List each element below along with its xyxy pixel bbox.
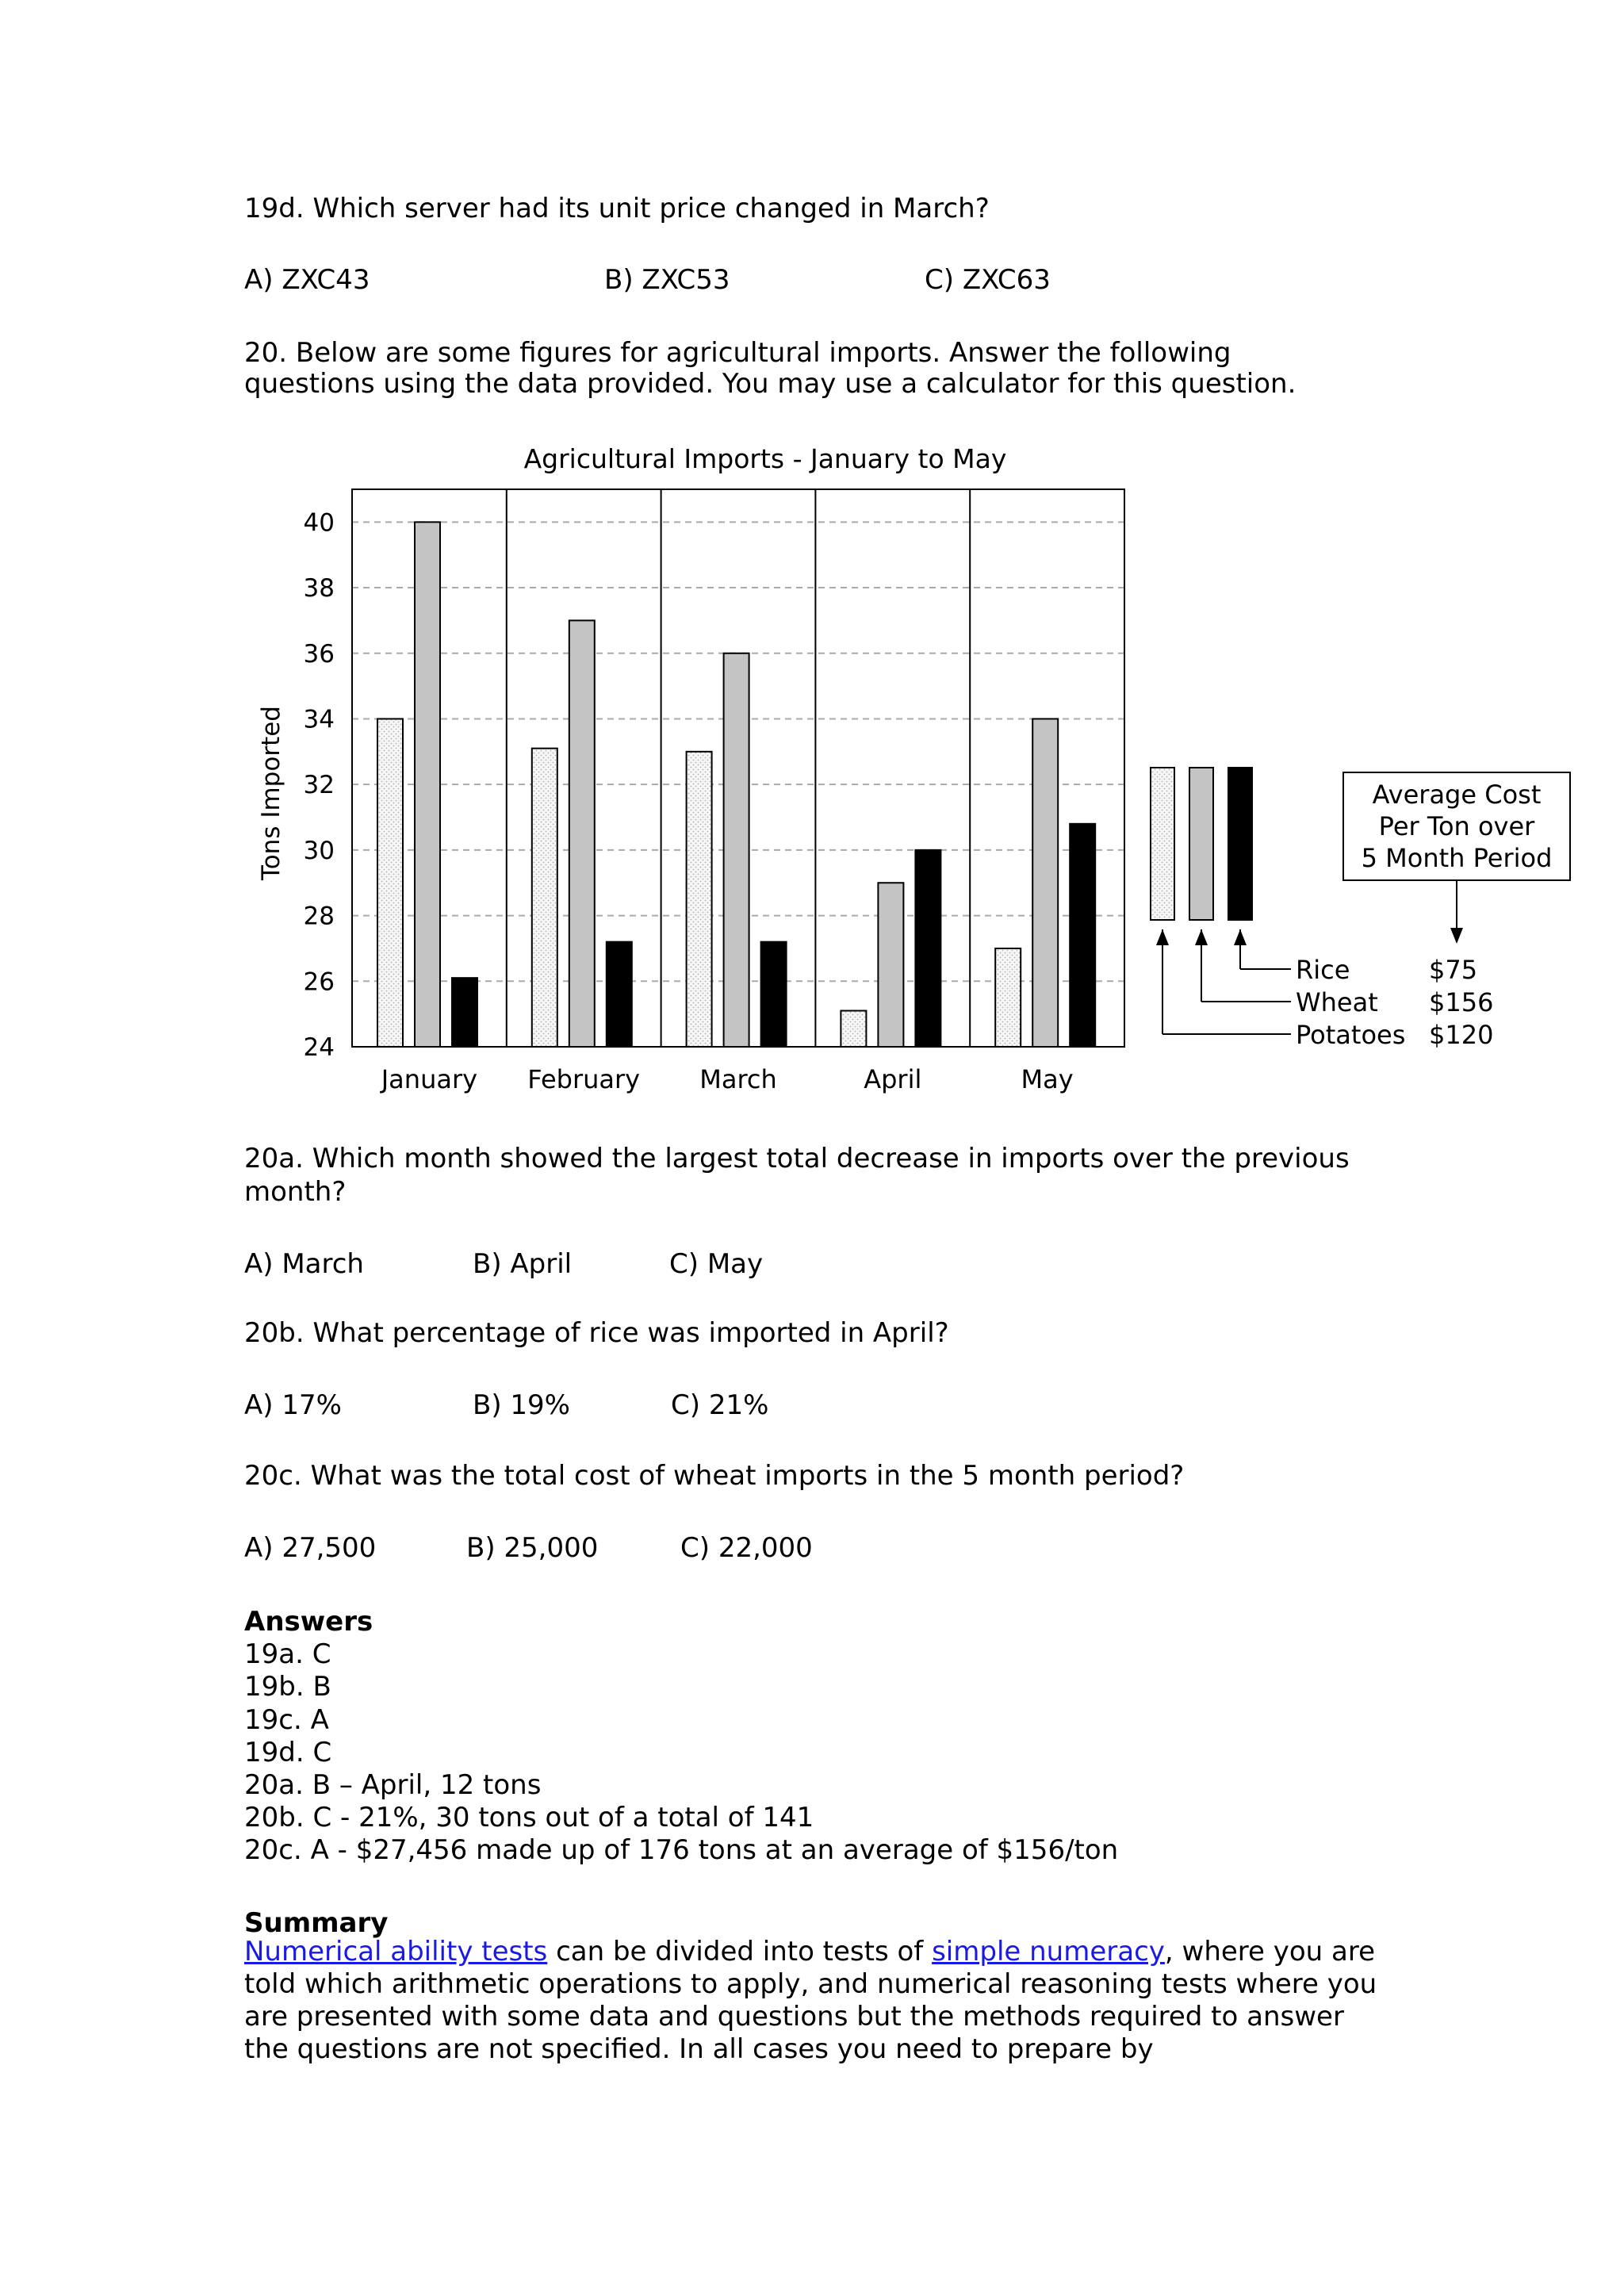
legend-swatch-rice [1228,768,1252,920]
simple-numeracy-link[interactable]: simple numeracy [932,1936,1165,1967]
bar-potatoes-february [532,749,557,1047]
x-tick-label: April [864,1064,922,1094]
summary-text-2: , where you are told which arithmetic operations to apply, and numerical reasoning tests where you are presented with some data and questions but the methods required to answer the questions are not specified. In all cases you need to prepare by [244,1936,1377,2065]
bar-potatoes-may [995,948,1021,1047]
cost-box-arrow [1450,928,1463,944]
option-19d-c: C) ZXC63 [925,264,1051,296]
bar-wheat-may [1032,718,1058,1047]
y-tick-label: 34 [303,705,335,734]
answer-line: 19d. C [244,1737,332,1768]
cost-box-line3: 5 Month Period [1361,843,1553,873]
option-19d-a: A) ZXC43 [244,264,370,296]
bar-rice-february [607,942,632,1047]
x-tick-label: May [1021,1064,1074,1094]
bar-rice-april [915,850,940,1047]
option-20c-c: C) 22,000 [680,1532,813,1564]
legend-arrow-potatoes [1156,929,1169,945]
question-20a-line1: 20a. Which month showed the largest total decrease in imports over the previous [244,1143,1350,1174]
option-20b-b: B) 19% [473,1389,570,1421]
bar-wheat-april [878,883,903,1047]
cost-box-line2: Per Ton over [1378,811,1535,841]
bar-rice-january [452,978,477,1047]
bar-potatoes-march [687,752,712,1047]
legend-label-rice: Rice [1296,955,1350,985]
legend-cost-potatoes: $120 [1429,1020,1494,1050]
y-tick-label: 24 [303,1033,335,1062]
y-tick-label: 30 [303,836,335,865]
bar-rice-may [1070,824,1095,1047]
option-20b-c: C) 21% [671,1389,769,1421]
chart-legend [1151,768,1570,1050]
option-20a-c: C) May [669,1248,764,1280]
y-tick-label: 40 [303,508,335,538]
option-20b-a: A) 17% [244,1389,342,1421]
question-20-intro-line2: questions using the data provided. You may use a calculator for this question. [244,368,1297,400]
summary-paragraph [244,1936,1394,2066]
option-20a-a: A) March [244,1248,364,1280]
answer-line: 20c. A - $27,456 made up of 176 tons at an average of $156/ton [244,1834,1119,1866]
legend-cost-rice: $75 [1429,955,1478,985]
y-tick-label: 32 [303,771,335,800]
legend-arrow-rice [1234,929,1247,945]
option-19d-b: B) ZXC53 [604,264,730,296]
x-tick-label: January [381,1064,478,1094]
summary-text-1: can be divided into tests of [547,1936,933,1967]
option-20a-b: B) April [473,1248,573,1280]
legend-arrow-wheat [1195,929,1208,945]
option-20c-b: B) 25,000 [466,1532,599,1564]
answer-line: 20b. C - 21%, 30 tons out of a total of 141 [244,1802,814,1833]
question-20a-line2: month? [244,1176,347,1208]
answer-line: 20a. B – April, 12 tons [244,1769,542,1801]
y-axis-label: Tons Imported [257,706,285,880]
agricultural-imports-chart [0,0,1624,1126]
legend-swatch-potatoes [1151,768,1174,920]
question-20c: 20c. What was the total cost of wheat imports in the 5 month period? [244,1460,1185,1492]
x-tick-label: March [699,1064,777,1094]
legend-label-wheat: Wheat [1296,987,1378,1017]
bar-wheat-january [415,522,440,1047]
x-tick-label: February [527,1064,641,1094]
legend-swatch-wheat [1189,768,1213,920]
answer-line: 19a. C [244,1638,331,1670]
y-tick-label: 36 [303,639,335,669]
y-tick-label: 38 [303,574,335,603]
y-tick-label: 26 [303,967,335,997]
bar-rice-march [761,942,787,1047]
bar-wheat-february [569,620,595,1047]
cost-box-line1: Average Cost [1372,780,1542,810]
question-20b: 20b. What percentage of rice was imported in April? [244,1317,949,1349]
y-tick-label: 28 [303,902,335,931]
bar-wheat-march [724,653,749,1047]
summary-heading: Summary [244,1907,389,1939]
bar-potatoes-january [377,718,403,1047]
bar-potatoes-april [841,1011,866,1047]
answer-line: 19c. A [244,1704,329,1736]
legend-label-potatoes: Potatoes [1296,1020,1406,1050]
question-20-intro-line1: 20. Below are some figures for agricultural imports. Answer the following [244,337,1231,369]
chart-title: Agricultural Imports - January to May [523,443,1007,474]
option-20c-a: A) 27,500 [244,1532,377,1564]
numerical-ability-tests-link[interactable]: Numerical ability tests [244,1936,548,1967]
legend-cost-wheat: $156 [1429,987,1494,1017]
answers-heading: Answers [244,1606,373,1638]
answer-line: 19b. B [244,1671,331,1703]
question-19d: 19d. Which server had its unit price changed in March? [244,193,990,224]
